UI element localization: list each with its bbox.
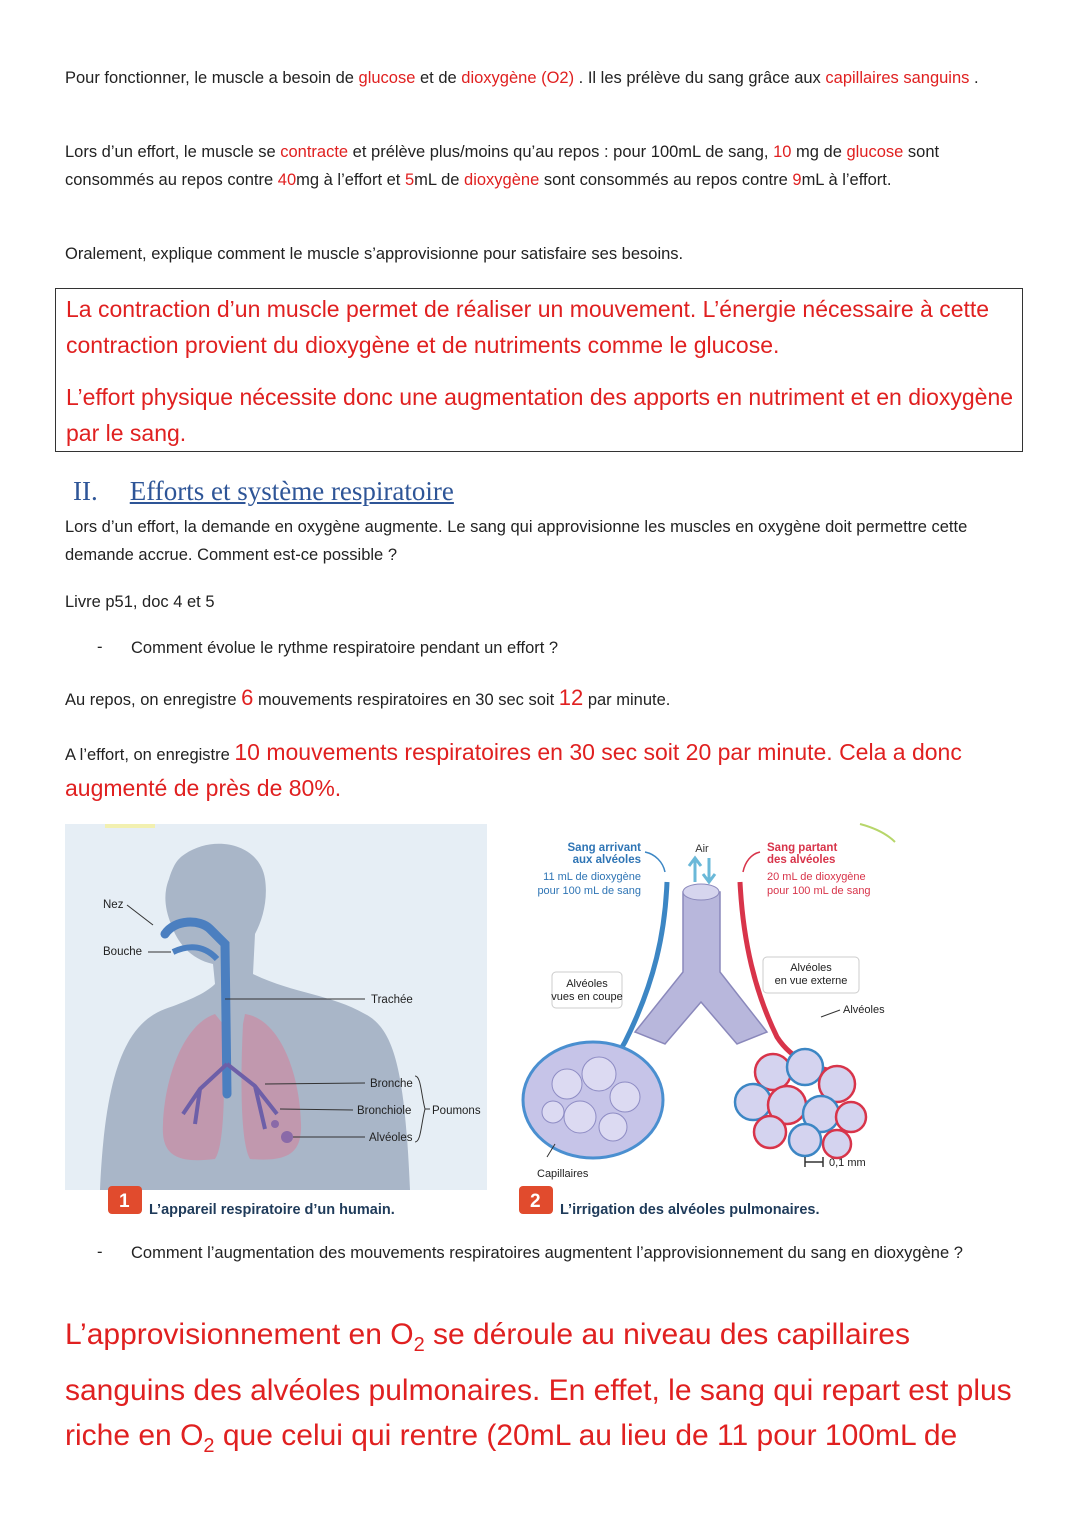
intro-paragraph bbox=[65, 64, 1025, 92]
value-rest-per-minute: 12 bbox=[558, 685, 584, 710]
figure-1-badge: 1 bbox=[119, 1191, 130, 1212]
subscript: 2 bbox=[413, 1334, 425, 1356]
book-reference: Livre p51, doc 4 et 5 bbox=[65, 593, 215, 611]
label-partant-value-2: pour 100 mL de sang bbox=[767, 885, 871, 897]
label-arrivant-value-2: pour 100 mL de sang bbox=[537, 885, 641, 897]
answer-box bbox=[55, 288, 1023, 452]
keyword-dioxygen: dioxygène (O2) bbox=[461, 69, 575, 87]
text-segment: par minute. bbox=[583, 691, 671, 709]
label-bronche: Bronche bbox=[370, 1078, 413, 1090]
keyword-contract: contracte bbox=[280, 143, 349, 161]
text-segment: . bbox=[969, 69, 979, 87]
effort-breathing-line bbox=[65, 734, 1025, 806]
text-segment: mouvements respiratoires en 30 sec soit bbox=[253, 691, 559, 709]
label-sang-arrivant-2: aux alvéoles bbox=[572, 854, 641, 866]
label-sang-partant-2: des alvéoles bbox=[767, 854, 836, 866]
text-segment: Lors d’un effort, le muscle se bbox=[65, 143, 281, 161]
label-scale: 0,1 mm bbox=[829, 1157, 866, 1169]
label-bronchiole: Bronchiole bbox=[357, 1105, 412, 1117]
label-air: Air bbox=[695, 843, 709, 855]
value-rest-movements: 6 bbox=[241, 685, 254, 710]
value-o2-rest: 5 bbox=[404, 171, 415, 189]
keyword-glucose: glucose bbox=[358, 69, 416, 87]
label-coupe-2: vues en coupe bbox=[551, 991, 623, 1003]
figure-alveoli-irrigation bbox=[515, 822, 900, 1222]
effort-answer: 10 mouvements respiratoires en 30 sec soit 20 par minute. Cela a donc augmenté de près de 80%. bbox=[65, 739, 962, 801]
label-bouche: Bouche bbox=[103, 946, 143, 958]
answer-line-1: La contraction d’un muscle permet de réaliser un mouvement. L’énergie nécessaire à cette contraction provient du dioxygène et de nutriments comme le glucose. bbox=[66, 296, 990, 358]
figure-1-caption: L’appareil respiratoire d’un humain. bbox=[149, 1202, 395, 1218]
bullet-dash: - bbox=[97, 638, 103, 656]
text-segment: A l’effort, on enregistre bbox=[65, 746, 235, 764]
label-sang-partant-1: Sang partant bbox=[767, 842, 838, 854]
section-heading bbox=[73, 476, 454, 507]
text-segment: mg de bbox=[791, 143, 847, 161]
figure-2-badge: 2 bbox=[530, 1191, 541, 1212]
answer-line-2: L’effort physique nécessite donc une augmentation des apports en nutriment et en dioxygène par le sang. bbox=[66, 384, 1014, 446]
question-1: Comment évolue le rythme respiratoire pendant un effort ? bbox=[131, 639, 559, 657]
section-title: Efforts et système respiratoire bbox=[129, 476, 454, 506]
label-coupe-1: Alvéoles bbox=[566, 978, 608, 990]
text-segment: que celui qui rentre (20mL au lieu de 11 pour 100mL de bbox=[214, 1419, 958, 1452]
text-segment: et de bbox=[415, 69, 462, 87]
label-arrivant-value-1: 11 mL de dioxygène bbox=[543, 871, 641, 883]
oral-instruction: Oralement, explique comment le muscle s’approvisionne pour satisfaire ses besoins. bbox=[65, 245, 684, 263]
value-glucose-effort: 40 bbox=[277, 171, 297, 189]
label-poumons: Poumons bbox=[432, 1105, 481, 1117]
label-alveoles: Alvéoles bbox=[843, 1004, 885, 1016]
keyword-capillaries: capillaires sanguins bbox=[825, 69, 970, 87]
text-segment: L’approvisionnement en O bbox=[65, 1318, 414, 1351]
text-segment: Au repos, on enregistre bbox=[65, 691, 242, 709]
label-trachee: Trachée bbox=[371, 994, 413, 1006]
text-segment: se déroule au niveau des capillaires sanguins des alvéoles pulmonaires. En effet, le sang qui repart est plus riche en O bbox=[65, 1318, 1012, 1452]
label-sang-arrivant-1: Sang arrivant bbox=[567, 842, 641, 854]
section-number: II. bbox=[73, 476, 98, 506]
figure-respiratory-system bbox=[65, 824, 487, 1220]
label-partant-value-1: 20 mL de dioxygène bbox=[767, 871, 866, 883]
text-segment: sont consommés au repos contre bbox=[539, 171, 793, 189]
label-externe-2: en vue externe bbox=[774, 975, 848, 987]
figure-2-caption: L’irrigation des alvéoles pulmonaires. bbox=[560, 1202, 820, 1218]
value-o2-effort: 9 bbox=[792, 171, 802, 189]
final-answer bbox=[65, 1312, 1015, 1469]
keyword-dioxygen: dioxygène bbox=[464, 171, 540, 189]
text-segment: mg à l’effort et bbox=[296, 171, 405, 189]
text-segment: Pour fonctionner, le muscle a besoin de bbox=[65, 69, 359, 87]
subscript: 2 bbox=[203, 1435, 215, 1457]
text-segment: mL de bbox=[414, 171, 465, 189]
section-intro: Lors d’un effort, la demande en oxygène augmente. Le sang qui approvisionne les muscles en oxygène doit permettre cette demande accrue. Comment est-ce possible ? bbox=[65, 518, 968, 564]
text-segment: mL à l’effort. bbox=[801, 171, 892, 189]
text-segment: sont consommés au repos contre bbox=[65, 143, 940, 189]
label-nez: Nez bbox=[103, 899, 124, 911]
bullet-dash: - bbox=[97, 1243, 103, 1261]
rest-breathing-line bbox=[65, 684, 1025, 714]
label-externe-1: Alvéoles bbox=[790, 962, 832, 974]
question-2: Comment l’augmentation des mouvements respiratoires augmentent l’approvisionnement du sang en dioxygène ? bbox=[131, 1244, 963, 1262]
text-segment: . Il les prélève du sang grâce aux bbox=[574, 69, 826, 87]
value-glucose-rest: 10 bbox=[773, 143, 792, 161]
label-alveoles: Alvéoles bbox=[369, 1132, 413, 1144]
label-capillaires: Capillaires bbox=[537, 1168, 589, 1180]
effort-paragraph bbox=[65, 138, 1025, 194]
keyword-glucose: glucose bbox=[846, 143, 904, 161]
text-segment: et prélève plus/moins qu’au repos : pour 100mL de sang, bbox=[348, 143, 774, 161]
